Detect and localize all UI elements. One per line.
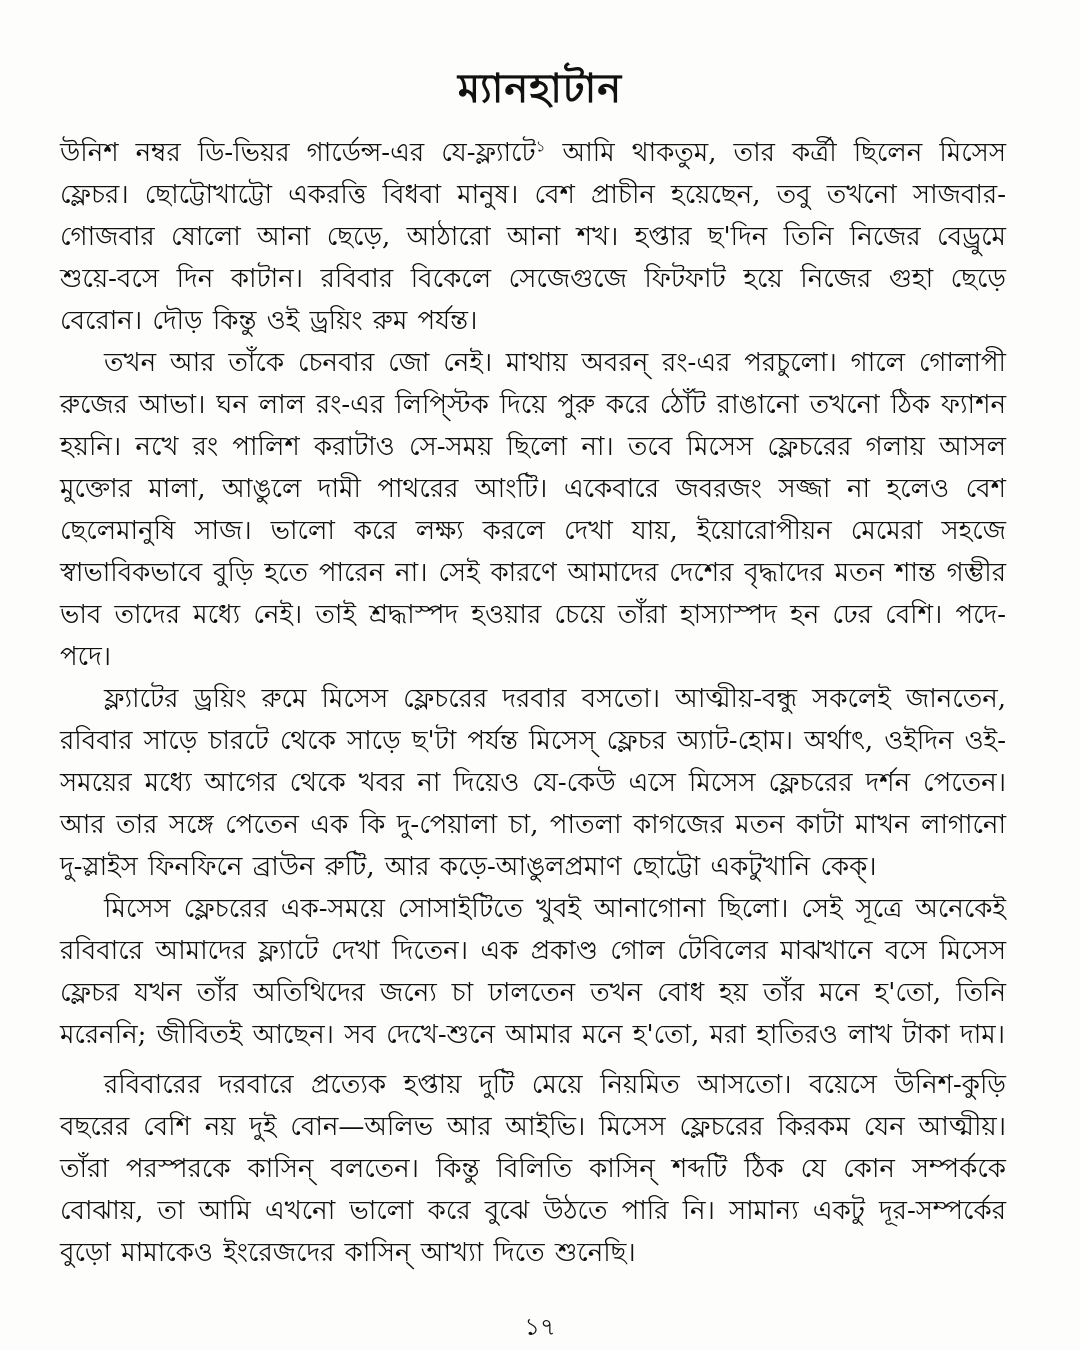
chapter-title: ম্যানহাটান xyxy=(457,64,623,112)
paragraph-4: মিসেস ফ্লেচরের এক-সময়ে সোসাইটিতে খুবই আনাগোনা ছিলো। সেই সূত্রে অনেকেই রবিবারে আমাদের ফ্ল্যাটে দেখা দিতেন। এক প্রকাণ্ড গোল টেবিলের মাঝখানে বসে মিসেস ফ্লেচর যখন তাঁর অতিথিদের জন্যে চা ঢালতেন তখন বোধ হয় তাঁর মনে হ'তো, তিনি মরেননি; জীবিতই আছেন। সব দেখে-শুনে আমার মনে হ'তো, মরা হাতিরও লাখ টাকা দাম। xyxy=(60,894,1006,1050)
paragraph-1-rest: আমি থাকতুম, তার কর্ত্রী ছিলেন মিসেস ফ্লেচর। ছোট্টোখাট্টো একরত্তি বিধবা মানুষ। বেশ প্রাচীন হয়েছেন, তবু তখনো সাজবার-গোজবার ষোলো আনা ছেড়ে, আঠারো আনা শখ। হপ্তার ছ'দিন তিনি নিজের বেড্রুমে শুয়ে-বসে দিন কাটান। রবিবার বিকেলে সেজেগুজে ফিটফাট হয়ে নিজের গুহা ছেড়ে বেরোন। দৌড় কিন্তু ওই ড্রয়িং রুম পর্যন্ত। xyxy=(60,138,1007,336)
paragraph-1 xyxy=(60,132,1006,342)
body-text xyxy=(60,132,1006,1274)
paragraph-5: রবিবারের দরবারে প্রত্যেক হপ্তায় দুটি মেয়ে নিয়মিত আসতো। বয়েসে উনিশ-কুড়ি বছরের বেশি নয় দুই বোন—অলিভ আর আইভি। মিসেস ফ্লেচরের কিরকম যেন আত্মীয়। তাঁরা পরস্পরকে কাসিন্ বলতেন। কিন্তু বিলিতি কাসিন্ শব্দটি ঠিক যে কোন সম্পর্ককে বোঝায়, তা আমি এখনো ভালো করে বুঝে উঠতে পারি নি। সামান্য একটু দূর-সম্পর্কের বুড়ো মামাকেও ইংরেজদের কাসিন্ আখ্যা দিতে শুনেছি। xyxy=(60,1070,1006,1268)
page-number: ১৭ xyxy=(524,1313,556,1341)
paragraph-1-start: উনিশ নম্বর ডি-ভিয়র গার্ডেন্স-এর যে-ফ্ল্যাটে xyxy=(60,138,536,168)
footnote-marker: ১ xyxy=(535,137,546,156)
paragraph-2: তখন আর তাঁকে চেনবার জো নেই। মাথায় অবরন্ রং-এর পরচুলো। গালে গোলাপী রুজের আভা। ঘন লাল রং-এর লিপ্স্টিক দিয়ে পুরু করে ঠোঁট রাঙানো তখনো ঠিক ফ্যাশন হয়নি। নখে রং পালিশ করাটাও সে-সময় ছিলো না। তবে মিসেস ফ্লেচরের গলায় আসল মুক্তোর মালা, আঙুলে দামী পাথরের আংটি। একেবারে জবরজং সজ্জা না হলেও বেশ ছেলেমানুষি সাজ। ভালো করে লক্ষ্য করলে দেখা যায়, ইয়োরোপীয়ন মেমেরা সহজে স্বাভাবিকভাবে বুড়ি হতে পারেন না। সেই কারণে আমাদের দেশের বৃদ্ধাদের মতন শান্ত গম্ভীর ভাব তাদের মধ্যে নেই। তাই শ্রদ্ধাস্পদ হওয়ার চেয়ে তাঁরা হাস্যাস্পদ হন ঢের বেশি। পদে-পদে। xyxy=(60,348,1006,672)
paragraph-3: ফ্ল্যাটের ড্রয়িং রুমে মিসেস ফ্লেচরের দরবার বসতো। আত্মীয়-বন্ধু সকলেই জানতেন, রবিবার সাড়ে চারটে থেকে সাড়ে ছ'টা পর্যন্ত মিসেস্ ফ্লেচর অ্যাট-হোম। অর্থাৎ, ওইদিন ওই-সময়ের মধ্যে আগের থেকে খবর না দিয়েও যে-কেউ এসে মিসেস ফ্লেচরের দর্শন পেতেন। আর তার সঙ্গে পেতেন এক কি দু-পেয়ালা চা, পাতলা কাগজের মতন কাটা মাখন লাগানো দু-স্লাইস ফিনফিনে ব্রাউন রুটি, আর কড়ে-আঙুলপ্রমাণ ছোট্টো একটুখানি কেক্। xyxy=(60,684,1006,882)
